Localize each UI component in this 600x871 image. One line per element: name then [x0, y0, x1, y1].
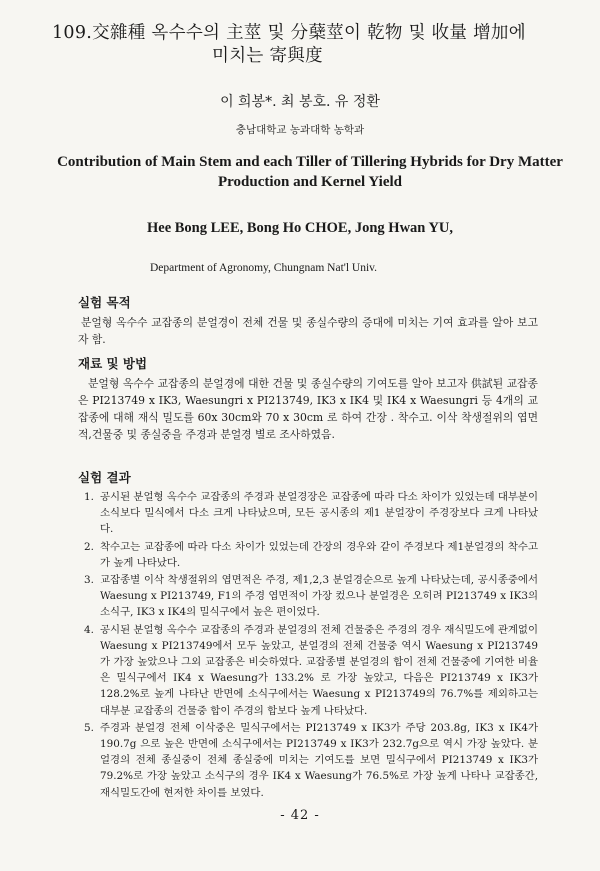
methods-heading: 재료 및 방법	[78, 356, 148, 371]
result-item-2: 2. 착수고는 교잡종에 따라 다소 차이가 있었는데 간장의 경우와 같이 주경보다 제1분얼경의 착수고가 높게 나타났다.	[84, 540, 538, 569]
english-authors: Hee Bong LEE, Bong Ho CHOE, Jong Hwan YU,	[146, 220, 454, 236]
methods-body: 분얼형 옥수수 교잡종의 분얼경에 대한 건물 및 종실수량의 기여도를 알아 보고자 供試된 교잡종은 PI213749 x IK3, Waesungri x PI213749, IK3 x IK4 및 IK4 x Waesungri 등 4개의 교잡종에 대해 재식 밀도를 60x 30cm와 70 x 30cm 로 하여 간장 . 착수고. 이삭 착생절위의 엽면적,건물중 및 종실중을 주경과 분얼경 별로 조사하였음.	[78, 377, 538, 441]
results-heading: 실험 결과	[78, 470, 131, 485]
purpose-heading: 실험 목적	[78, 295, 131, 310]
korean-title-line2: 미치는 寄與度	[212, 46, 323, 66]
korean-title-line1: 109.交雜種 옥수수의 主莖 및 分蘖莖이 乾物 및 收量 增加에	[52, 23, 526, 43]
result-item-4: 4. 공시된 분얼형 옥수수 교잡종의 주경과 분얼경의 전체 건물중은 주경의 경우 재식밀도에 관계없이 Waesung x PI213749에서 모두 높았고, 분얼경의 전체 건물중 역시 Waesung x PI213749가 가장 높았으나 그외 교잡종은 비슷하였다. 교잡종별 분얼경의 합이 전체 건물중에 기여한 비율은 밀식구에서 IK4 x Waesung가 133.2% 로 가장 높았고, 다음은 PI213749 x IK3가 128.2%로 높게 나타난 반면에 소식구에서는 Waesung x PI213749의 76.7%를 제외하고는 대부분 교잡종의 건물중 합이 주경의 합보다 높게 나타났다.	[84, 623, 538, 717]
korean-authors: 이 희봉*. 최 봉호. 유 정환	[220, 94, 380, 110]
korean-title	[52, 22, 572, 68]
korean-affiliation: 충남대학교 농과대학 농학과	[235, 124, 365, 136]
result-item-5: 5. 주경과 분얼경 전체 이삭중은 밀식구에서는 PI213749 x IK3가 주당 203.8g, IK3 x IK4가 190.7g 으로 높은 반면에 소식구에서는 PI213749 x IK3가 232.7g으로 역시 가장 높았다. 분얼경의 전체 종실중이 전체 종실중에 미치는 기여도를 보면 밀식구에서 PI213749 x IK3가 79.2%로 가장 높았고 소식구의 경우 IK4 x Waesung가 76.5%로 가장 높게 나타나 교잡종간, 재식밀도간에 현저한 차이를 보였다.	[84, 721, 538, 799]
english-department: Department of Agronomy, Chungnam Nat'l Univ.	[150, 262, 378, 274]
results-section	[78, 468, 538, 802]
methods-section	[78, 354, 538, 443]
page-number: - 42 -	[280, 808, 320, 823]
purpose-body: 분얼형 옥수수 교잡종의 분얼경이 전체 건물 및 종실수량의 증대에 미치는 기여 효과를 알아 보고자 함.	[78, 316, 538, 346]
english-title: Contribution of Main Stem and each Tiller of Tillering Hybrids for Dry Matter Production and Kernel Yield	[57, 154, 563, 190]
result-item-1: 1. 공시된 분얼형 옥수수 교잡종의 주경과 분얼경장은 교잡종에 따라 다소 차이가 있었는데 대부분이 소식보다 밀식에서 다소 크게 나타났으며, 모든 공시종의 제1 분얼장이 주경장보다 크게 나타났다.	[84, 491, 538, 536]
purpose-section	[78, 293, 538, 348]
results-list	[78, 489, 538, 801]
result-item-3: 3. 교잡종별 이삭 착생절위의 엽면적은 주경, 제1,2,3 분얼경순으로 높게 나타났는데, 공시종중에서 Waesung x PI213749, F1의 주경 엽면적이 가장 컸으나 분얼경은 오히려 PI213749 x IK3의 소식구, IK3 x IK4의 밀식구에서 높은 편이었다.	[84, 574, 538, 619]
